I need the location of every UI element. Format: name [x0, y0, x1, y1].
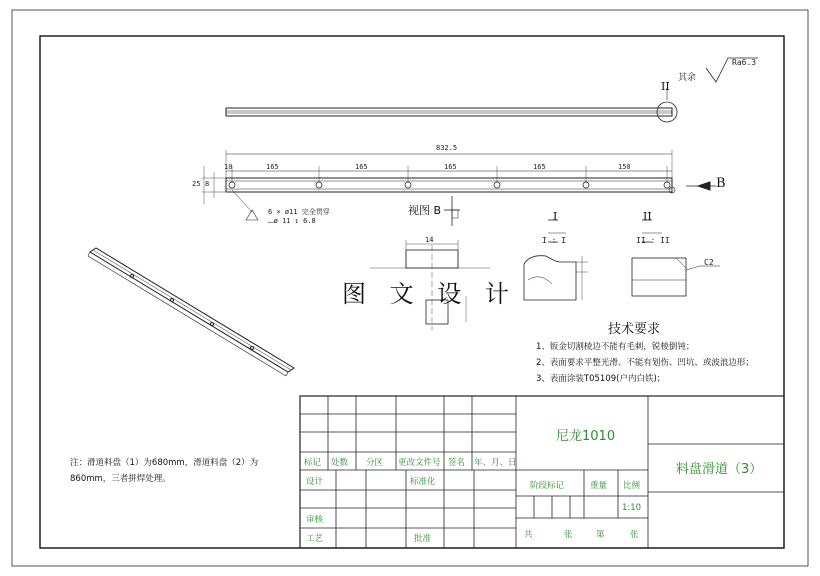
hole-note-line2: ⌴ø 11 ↧ 6.8 — [268, 217, 316, 225]
tb-design: 设计 — [306, 477, 324, 487]
chamfer-label: C2 — [704, 258, 714, 267]
watermark: 图 文 设 计 — [342, 280, 517, 308]
dim-spacing-5: 150 — [618, 163, 631, 171]
dim-edge: 10 — [224, 163, 233, 171]
dim-spacing-4: 165 — [533, 163, 546, 171]
dim-height-8: 8 — [205, 180, 210, 188]
detail-ii-circle — [657, 102, 677, 122]
tb-standardize: 标准化 — [410, 477, 436, 487]
isometric-rail — [88, 248, 294, 376]
section-ii-caption: II : II — [636, 236, 670, 245]
tb-review: 审核 — [306, 515, 324, 525]
hole-note-line1: 6 × ø11 完全贯穿 — [268, 208, 330, 216]
section-i-detail — [524, 220, 588, 300]
dim-spacing-3: 165 — [444, 163, 457, 171]
tb-approve: 批准 — [414, 534, 432, 544]
tb-header-sign: 签名 — [448, 458, 466, 468]
tech-req-item-1: 1、钣金切割棱边不能有毛刺，锐棱倒钝； — [536, 342, 695, 352]
tb-stage-mark: 阶段标记 — [530, 481, 565, 491]
tech-req-title: 技术要求 — [608, 322, 661, 337]
dim-overall: 832.5 — [436, 144, 458, 152]
section-i-caption: I : I — [542, 236, 567, 245]
note-line-1: 注：滑道料盘（1）为680mm，滑道料盘（2）为 — [70, 458, 259, 468]
dim-height-25: 25 — [192, 180, 201, 188]
tb-sheet-no: 第 — [596, 530, 605, 540]
tb-scale: 1:10 — [622, 503, 642, 513]
detail-ii-label: II — [661, 80, 670, 93]
tb-sheets-unit-2: 张 — [630, 530, 639, 540]
tb-header-change-doc: 更改文件号 — [398, 458, 441, 468]
tb-header-zone: 分区 — [366, 458, 384, 468]
dim-spacing-1: 165 — [266, 163, 279, 171]
roughness-value: Ra6.3 — [732, 58, 757, 67]
tb-header-mark: 标记 — [304, 458, 322, 468]
dim-spacing-2: 165 — [355, 163, 368, 171]
tb-header-count: 处数 — [331, 458, 349, 468]
tb-sheets-total: 共 — [524, 530, 533, 540]
roughness-prefix: 其余 — [678, 73, 697, 83]
top-view-rail — [226, 88, 677, 122]
tb-scale-label: 比例 — [623, 481, 641, 491]
arrow-b-label: B — [716, 176, 726, 191]
tech-req-item-2: 2、表面要求平整光滑、不能有划伤、凹坑、或波浪边形； — [536, 358, 754, 368]
dim-view-width: 14 — [425, 236, 434, 244]
tb-header-date: 年、月、日 — [474, 458, 517, 468]
tb-drawing-name: 料盘滑道（3） — [676, 462, 763, 477]
tb-material: 尼龙1010 — [556, 429, 616, 444]
tb-weight: 重量 — [590, 481, 608, 491]
view-b-title: 视图 B — [408, 204, 442, 217]
section-i-label: I — [553, 210, 558, 223]
note-line-2: 860mm，三者拼焊处理。 — [70, 474, 171, 484]
tb-process: 工艺 — [306, 534, 324, 544]
tb-sheets-unit-1: 张 — [564, 530, 573, 540]
rail-holes — [229, 182, 670, 188]
section-ii-label: II — [643, 210, 652, 223]
tech-req-item-3: 3、表面涂装T05109(户内白铁)； — [536, 374, 666, 384]
